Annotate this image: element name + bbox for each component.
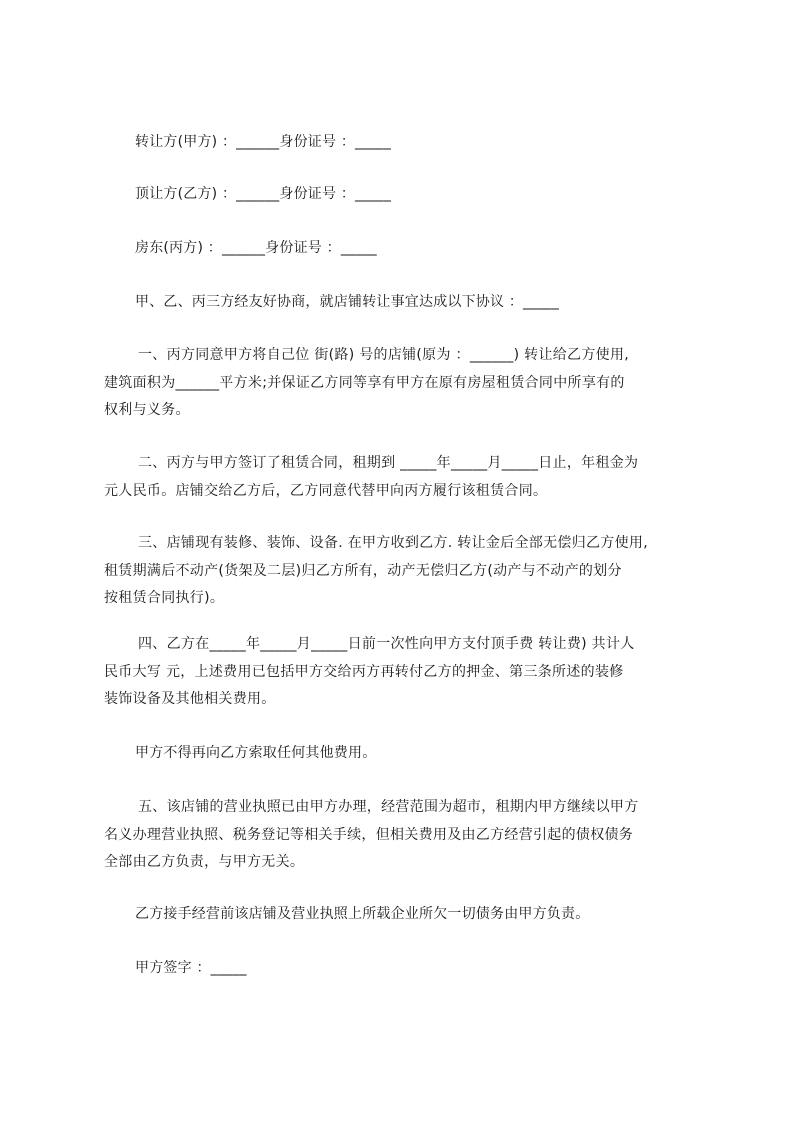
signature-a-line: 甲方签字 ：_____ <box>135 960 247 976</box>
debts-line: 乙方接手经营前该店铺及营业执照上所载企业所欠一切债务由甲方负责。 <box>135 906 590 922</box>
clause-2-line: 元人民币。店铺交给乙方后，乙方同意代替甲向丙方履行该租赁合同。 <box>104 482 548 499</box>
clause-1-line: 权利与义务。 <box>104 402 190 418</box>
party-a-line: 转让方(甲方) ：______身份证号 ：_____ <box>135 134 392 150</box>
clause-2 <box>104 452 704 507</box>
clause-3-line: 三、店铺现有装修、装饰、设备. 在甲方收到乙方. 转让金后全部无偿归乙方使用, <box>138 535 648 551</box>
clause-4-line: 装饰设备及其他相关费用。 <box>104 691 276 707</box>
no-extra-fees-line: 甲方不得再向乙方索取任何其他费用。 <box>135 745 377 761</box>
clause-3-line: 按租赁合同执行)。 <box>104 590 225 606</box>
clause-5 <box>104 796 704 879</box>
clause-4-line: 四、乙方在_____年_____月_____日前一次性向甲方支付顶手费 转让费) 共计人 <box>138 636 635 652</box>
clause-5-line: 五、该店铺的营业执照已由甲方办理，经营范围为超市，租期内甲方继续以甲方 <box>138 799 639 815</box>
clause-5-line: 名义办理营业执照、税务登记等相关手续，但相关费用及由乙方经营引起的债权债务 <box>104 826 634 843</box>
party-c-line: 房东(丙方) ：______身份证号 ：_____ <box>135 240 377 256</box>
intro-line: 甲、乙、丙三方经友好协商，就店铺转让事宜达成以下协议 ：_____ <box>135 294 560 310</box>
clause-4 <box>104 633 704 716</box>
clause-1 <box>104 344 704 427</box>
clause-2-line: 二、丙方与甲方签订了租赁合同，租期到 _____年_____月_____日止，年租金为 <box>138 455 639 471</box>
clause-1-line: 一、丙方同意甲方将自己位 街(路) 号的店铺(原为 ：______) 转让给乙方使用, <box>138 347 629 363</box>
party-b-line: 顶让方(乙方) ：______身份证号 ：_____ <box>135 186 392 202</box>
clause-4-line: 民币大写 元，上述费用已包括甲方交给丙方再转付乙方的押金、第三条所述的装修 <box>104 663 624 680</box>
clause-5-line: 全部由乙方负责，与甲方无关。 <box>104 854 305 870</box>
clause-3-line: 租赁期满后不动产(货架及二层)归乙方所有，动产无偿归乙方(动产与不动产的划分 <box>104 562 622 579</box>
clause-1-line: 建筑面积为______平方米;并保证乙方同等享有甲方在原有房屋租赁合同中所享有的 <box>104 374 625 391</box>
clause-3 <box>104 532 704 615</box>
